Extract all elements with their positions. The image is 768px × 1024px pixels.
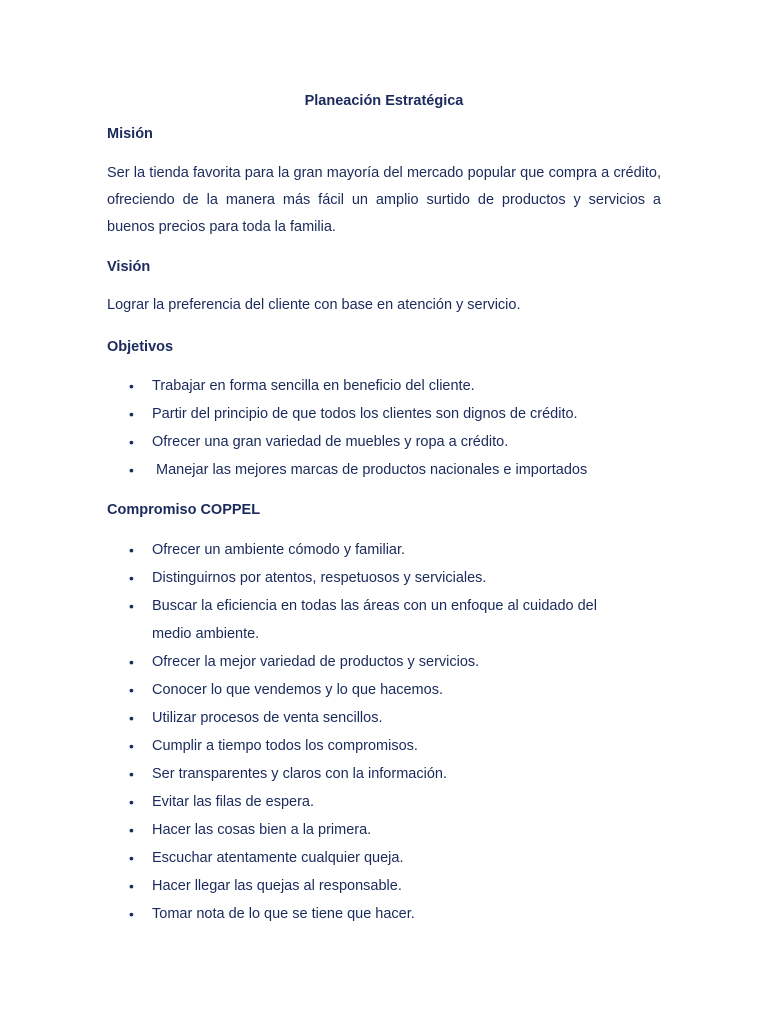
bullet-icon: • (129, 434, 134, 450)
list-item (107, 428, 661, 456)
list-item-text: Buscar la eficiencia en todas las áreas con un enfoque al cuidado del medio ambiente. (152, 598, 597, 642)
bullet-icon: • (129, 570, 134, 586)
bullet-icon: • (129, 378, 134, 394)
bullet-icon: • (129, 542, 134, 558)
bullet-icon: • (129, 406, 134, 422)
bullet-icon: • (129, 878, 134, 894)
objetivos-list (107, 372, 661, 484)
bullet-icon: • (129, 710, 134, 726)
bullet-icon: • (129, 654, 134, 670)
list-item (107, 900, 661, 928)
list-item-text: Ofrecer una gran variedad de muebles y ropa a crédito. (152, 434, 509, 450)
list-item-text: Partir del principio de que todos los clientes son dignos de crédito. (152, 406, 578, 422)
list-item-text: Ofrecer la mejor variedad de productos y servicios. (152, 654, 480, 670)
list-item (107, 372, 661, 400)
list-item-text: Ofrecer un ambiente cómodo y familiar. (152, 542, 406, 558)
list-item (107, 816, 661, 844)
list-item-text: Conocer lo que vendemos y lo que hacemos. (152, 682, 443, 698)
bullet-icon: • (129, 738, 134, 754)
list-item (107, 400, 661, 428)
list-item (107, 732, 661, 760)
bullet-icon: • (129, 850, 134, 866)
objetivos-heading: Objetivos (107, 339, 174, 355)
list-item (107, 704, 661, 732)
bullet-icon: • (129, 794, 134, 810)
list-item-text: Ser transparentes y claros con la información. (152, 766, 447, 782)
list-item (107, 788, 661, 816)
vision-heading: Visión (107, 259, 151, 275)
list-item-text: Trabajar en forma sencilla en beneficio del cliente. (152, 378, 475, 394)
list-item (107, 456, 661, 484)
bullet-icon: • (129, 462, 134, 478)
list-item (107, 592, 661, 648)
vision-text: Lograr la preferencia del cliente con base en atención y servicio. (107, 297, 521, 313)
list-item (107, 648, 661, 676)
list-item (107, 536, 661, 564)
bullet-icon: • (129, 682, 134, 698)
list-item-text: Hacer las cosas bien a la primera. (152, 822, 372, 838)
list-item (107, 760, 661, 788)
list-item (107, 676, 661, 704)
list-item-text: Tomar nota de lo que se tiene que hacer. (152, 906, 415, 922)
list-item-text: Hacer llegar las quejas al responsable. (152, 878, 402, 894)
list-item (107, 844, 661, 872)
list-item (107, 872, 661, 900)
list-item-text: Evitar las filas de espera. (152, 794, 314, 810)
bullet-icon: • (129, 822, 134, 838)
list-item-text: Distinguirnos por atentos, respetuosos y serviciales. (152, 570, 487, 586)
compromiso-list (107, 536, 661, 928)
document-title: Planeación Estratégica (304, 93, 464, 109)
list-item-text: Escuchar atentamente cualquier queja. (152, 850, 404, 866)
bullet-icon: • (129, 766, 134, 782)
list-item-text: Manejar las mejores marcas de productos nacionales e importados (152, 462, 588, 478)
compromiso-heading: Compromiso COPPEL (107, 502, 261, 518)
mision-text: Ser la tienda favorita para la gran mayoría del mercado popular que compra a crédito, ofreciendo de la manera más fácil un amplio surtido de productos y servicios a buenos precios para toda la familia. (107, 165, 661, 235)
bullet-icon: • (129, 906, 134, 922)
mision-heading: Misión (107, 126, 153, 142)
list-item (107, 564, 661, 592)
list-item-text: Cumplir a tiempo todos los compromisos. (152, 738, 418, 754)
bullet-icon: • (129, 598, 134, 614)
list-item-text: Utilizar procesos de venta sencillos. (152, 710, 383, 726)
